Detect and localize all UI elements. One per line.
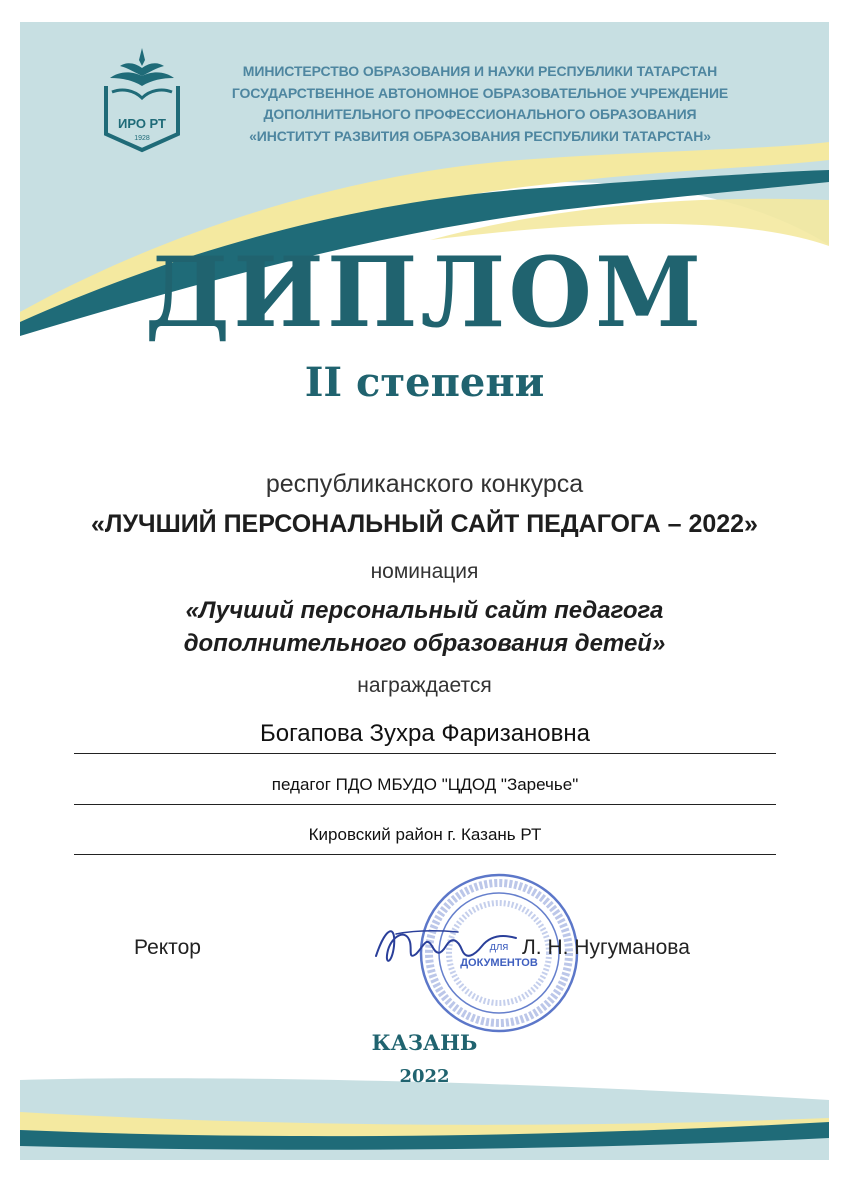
footer-year: 2022	[399, 1066, 450, 1087]
recipient-position: педагог ПДО МБУДО "ЦДОД "Заречье"	[74, 770, 776, 805]
stamp-line-2: ДОКУМЕНТОВ	[460, 957, 538, 969]
recipient-name: Богапова Зухра Фаризановна	[74, 717, 776, 754]
awarded-label: награждается	[357, 674, 492, 697]
organization-header	[200, 61, 760, 147]
logo-year: 1928	[134, 135, 150, 142]
nomination-line-1: «Лучший персональный сайт педагога	[185, 597, 664, 624]
contest-label: республиканского конкурса	[265, 470, 584, 498]
nomination-label: номинация	[370, 560, 479, 583]
handwritten-signature	[366, 916, 536, 976]
diploma-degree: II степени	[304, 359, 545, 406]
signatory-role: Ректор	[134, 936, 201, 959]
institute-logo	[100, 42, 184, 154]
signatory-name: Л. Н. Нугуманова	[522, 936, 690, 959]
org-line-4: «ИНСТИТУТ РАЗВИТИЯ ОБРАЗОВАНИЯ РЕСПУБЛИКИ ТАТАРСТАН»	[249, 127, 711, 144]
recipient-location: Кировский район г. Казань РТ	[74, 820, 776, 855]
contest-name: «ЛУЧШИЙ ПЕРСОНАЛЬНЫЙ САЙТ ПЕДАГОГА – 2022»	[91, 510, 758, 538]
diploma-title: ДИПЛОМ	[144, 236, 705, 349]
org-line-3: ДОПОЛНИТЕЛЬНОГО ПРОФЕССИОНАЛЬНОГО ОБРАЗОВАНИЯ	[263, 106, 697, 122]
nomination-name	[0, 594, 849, 660]
org-line-1: МИНИСТЕРСТВО ОБРАЗОВАНИЯ И НАУКИ РЕСПУБЛИКИ ТАТАРСТАН	[242, 63, 718, 79]
logo-text: ИРО РТ	[117, 116, 167, 131]
footer-city: КАЗАНЬ	[371, 1030, 478, 1055]
org-line-2: ГОСУДАРСТВЕННОЕ АВТОНОМНОЕ ОБРАЗОВАТЕЛЬНОЕ УЧРЕЖДЕНИЕ	[231, 84, 729, 101]
nomination-line-2: дополнительного образования детей»	[183, 630, 666, 657]
stamp-line-1: для	[489, 941, 509, 953]
